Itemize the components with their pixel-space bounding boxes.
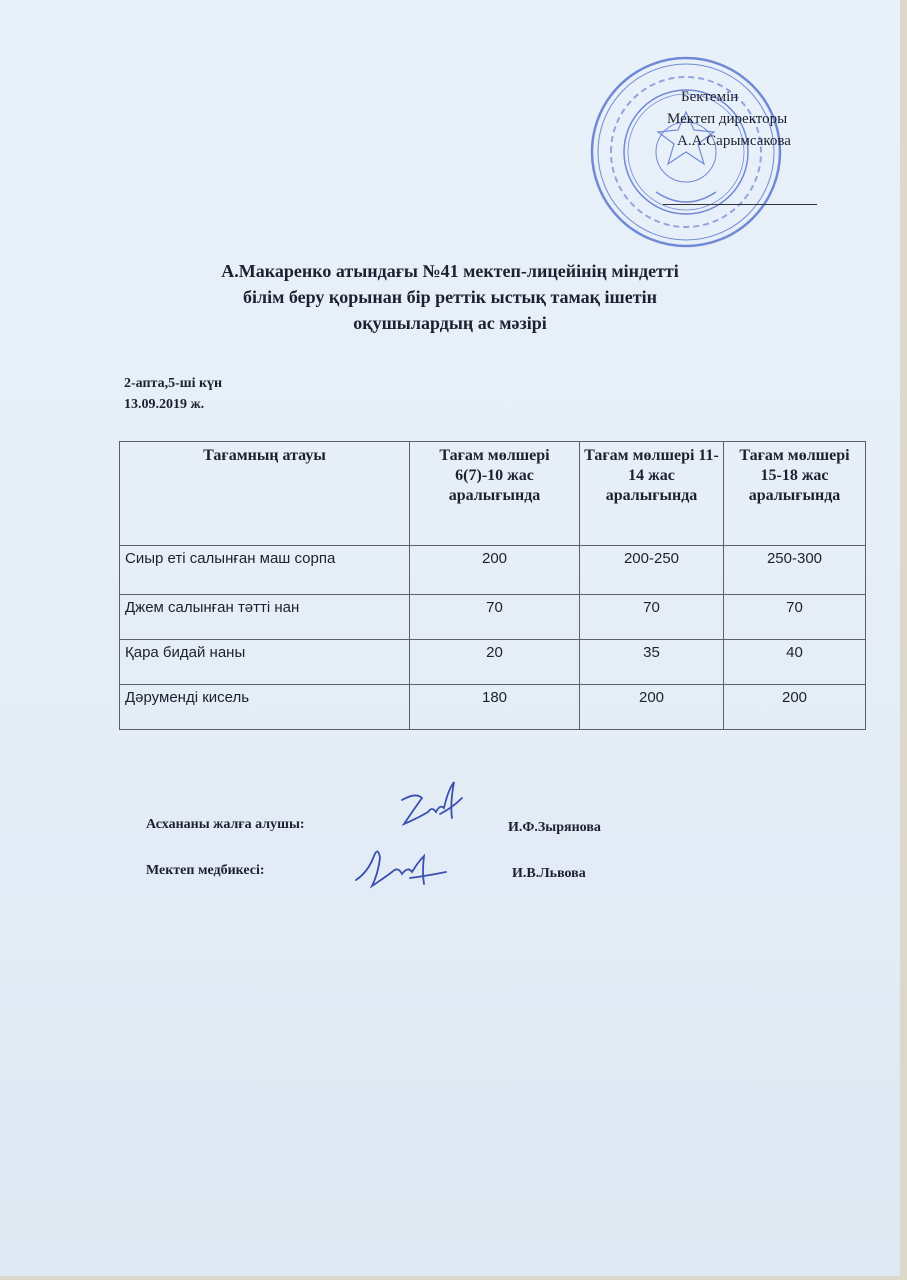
portion-value: 35 xyxy=(580,640,724,685)
school-stamp-icon xyxy=(586,52,786,252)
portion-value: 20 xyxy=(410,640,580,685)
menu-table xyxy=(119,441,866,730)
week-info xyxy=(124,373,222,415)
kitchen-signature-icon xyxy=(392,778,472,834)
approval-signature-line xyxy=(663,204,817,205)
document-title xyxy=(120,258,780,336)
header-portion-15-18: Тағам мөлшері 15-18 жас аралығында xyxy=(724,442,866,546)
week-day-label: 2-апта,5-ші күн xyxy=(124,376,223,391)
portion-value: 180 xyxy=(410,685,580,730)
kitchen-tenant-name: И.Ф.Зырянова xyxy=(508,820,601,835)
table-row xyxy=(120,685,866,730)
table-row xyxy=(120,595,866,640)
approval-line-director-name: А.А.Сарымсакова xyxy=(677,133,791,149)
header-portion-6-10: Тағам мөлшері 6(7)-10 жас аралығында xyxy=(410,442,580,546)
table-row xyxy=(120,640,866,685)
table-header-row xyxy=(120,442,866,546)
kitchen-tenant-label: Асхананы жалға алушы: xyxy=(146,817,305,832)
portion-value: 200-250 xyxy=(580,546,724,595)
dish-name: Сиыр еті салынған маш сорпа xyxy=(120,546,410,595)
portion-value: 250-300 xyxy=(724,546,866,595)
header-portion-11-14: Тағам мөлшері 11-14 жас аралығында xyxy=(580,442,724,546)
school-nurse-name: И.В.Львова xyxy=(512,866,586,881)
approval-line-position: Мектеп директоры xyxy=(667,111,788,127)
dish-name: Джем салынған тәтті нан xyxy=(120,595,410,640)
portion-value: 200 xyxy=(724,685,866,730)
portion-value: 200 xyxy=(410,546,580,595)
nurse-signature-icon xyxy=(352,842,452,894)
portion-value: 70 xyxy=(410,595,580,640)
approval-line-approved: Бектемін xyxy=(681,89,739,105)
dish-name: Қара бидай наны xyxy=(120,640,410,685)
school-nurse-label: Мектеп медбикесі: xyxy=(146,863,265,878)
portion-value: 70 xyxy=(724,595,866,640)
dish-name: Дәруменді кисель xyxy=(120,685,410,730)
portion-value: 40 xyxy=(724,640,866,685)
header-dish-name: Тағамның атауы xyxy=(120,442,410,546)
menu-date: 13.09.2019 ж. xyxy=(124,397,205,412)
table-row xyxy=(120,546,866,595)
portion-value: 200 xyxy=(580,685,724,730)
title-line-1: А.Макаренко атындағы №41 мектеп-лицейінің міндетті xyxy=(221,261,679,281)
approval-block xyxy=(663,86,823,152)
title-line-2: білім беру қорынан бір реттік ыстық тамақ ішетін xyxy=(243,287,657,307)
title-line-3: оқушылардың ас мәзірі xyxy=(353,313,547,333)
portion-value: 70 xyxy=(580,595,724,640)
